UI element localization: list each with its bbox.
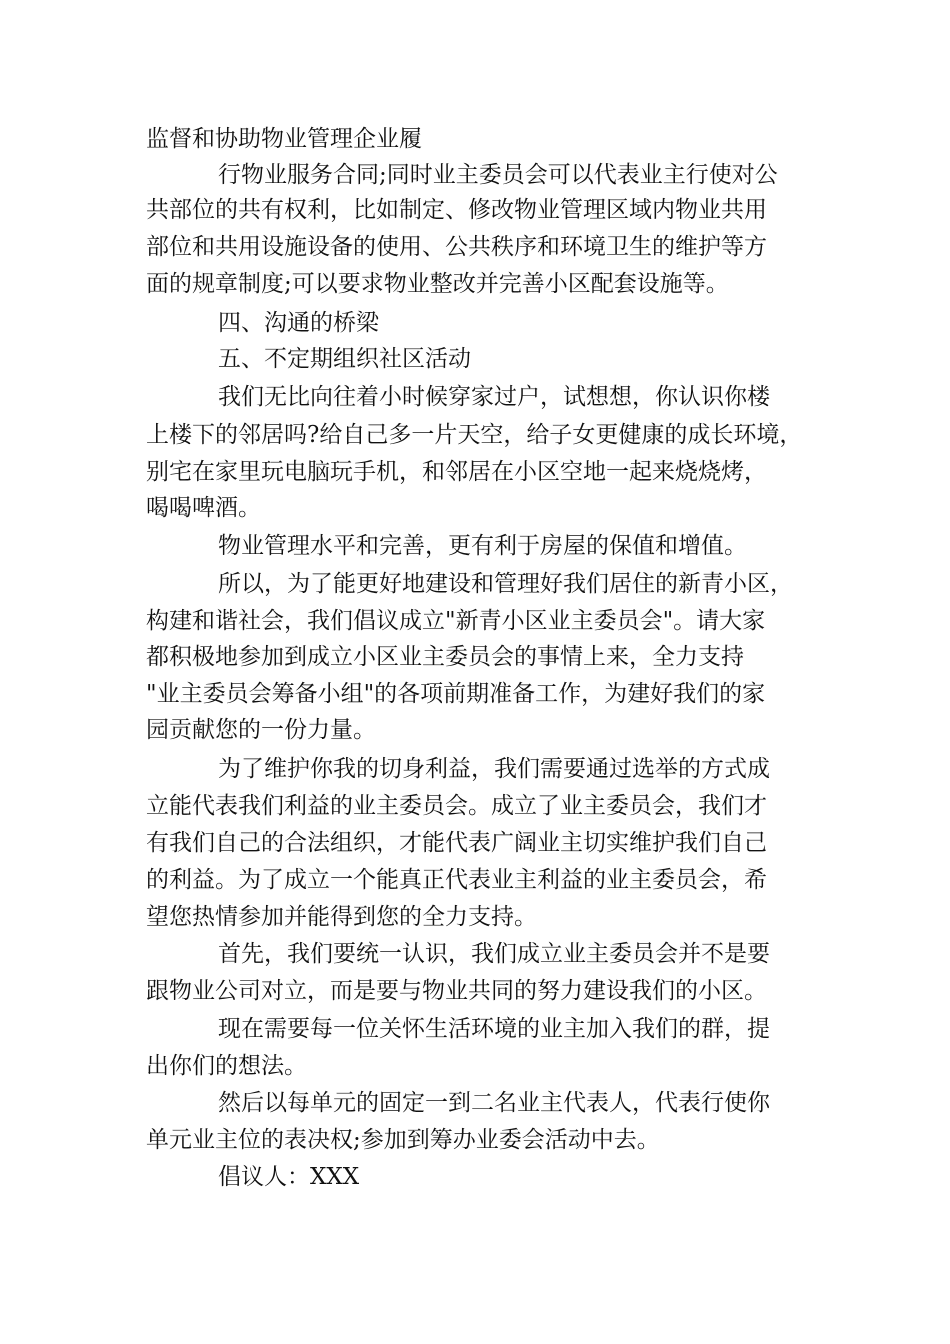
text-line: 别宅在家里玩电脑玩手机，和邻居在小区空地一起来烧烧烤， (146, 459, 767, 485)
text-line: 望您热情参加并能得到您的全力支持。 (146, 904, 537, 930)
text-line: 面的规章制度;可以要求物业整改并完善小区配套设施等。 (146, 271, 729, 297)
text-line: 行物业服务合同;同时业主委员会可以代表业主行使对公 (218, 162, 778, 188)
text-line: 然后以每单元的固定一到二名业主代表人，代表行使你 (218, 1090, 770, 1116)
text-line: 五、不定期组织社区活动 (218, 346, 471, 372)
text-line: 上楼下的邻居吗?给自己多一片天空，给子女更健康的成长环境， (146, 422, 803, 448)
text-line: 共部位的共有权利，比如制定、修改物业管理区域内物业共用 (146, 197, 767, 223)
text-line: 为了维护你我的切身利益，我们需要通过选举的方式成 (218, 756, 770, 782)
text-line: 都积极地参加到成立小区业主委员会的事情上来，全力支持 (146, 644, 744, 670)
text-line: 喝喝啤酒。 (146, 495, 261, 521)
text-line: 构建和谐社会，我们倡议成立"新青小区业主委员会"。请大家 (146, 608, 766, 634)
text-line: 有我们自己的合法组织，才能代表广阔业主切实维护我们自己 (146, 830, 767, 856)
text-line: 物业管理水平和完善，更有利于房屋的保值和增值。 (218, 533, 747, 559)
text-line: "业主委员会筹备小组"的各项前期准备工作，为建好我们的家 (146, 681, 766, 707)
text-line: 单元业主位的表决权;参加到筹办业委会活动中去。 (146, 1127, 660, 1153)
text-line: 所以，为了能更好地建设和管理好我们居住的新青小区， (218, 571, 793, 597)
text-line: 我们无比向往着小时候穿家过户，试想想，你认识你楼 (218, 384, 770, 410)
text-line: 立能代表我们利益的业主委员会。成立了业主委员会，我们才 (146, 793, 767, 819)
text-line: 监督和协助物业管理企业履 (146, 126, 422, 152)
text-line: 跟物业公司对立，而是要与物业共同的努力建设我们的小区。 (146, 978, 767, 1004)
text-line: 四、沟通的桥梁 (218, 310, 379, 336)
text-line: 园贡献您的一份力量。 (146, 717, 376, 743)
text-line: 部位和共用设施设备的使用、公共秩序和环境卫生的维护等方 (146, 234, 767, 260)
text-line: 现在需要每一位关怀生活环境的业主加入我们的群，提 (218, 1016, 770, 1042)
text-line: 出你们的想法。 (146, 1053, 307, 1079)
text-line: 倡议人：XXX (218, 1164, 360, 1190)
text-line: 首先，我们要统一认识，我们成立业主委员会并不是要 (218, 941, 770, 967)
text-line: 的利益。为了成立一个能真正代表业主利益的业主委员会，希 (146, 867, 767, 893)
